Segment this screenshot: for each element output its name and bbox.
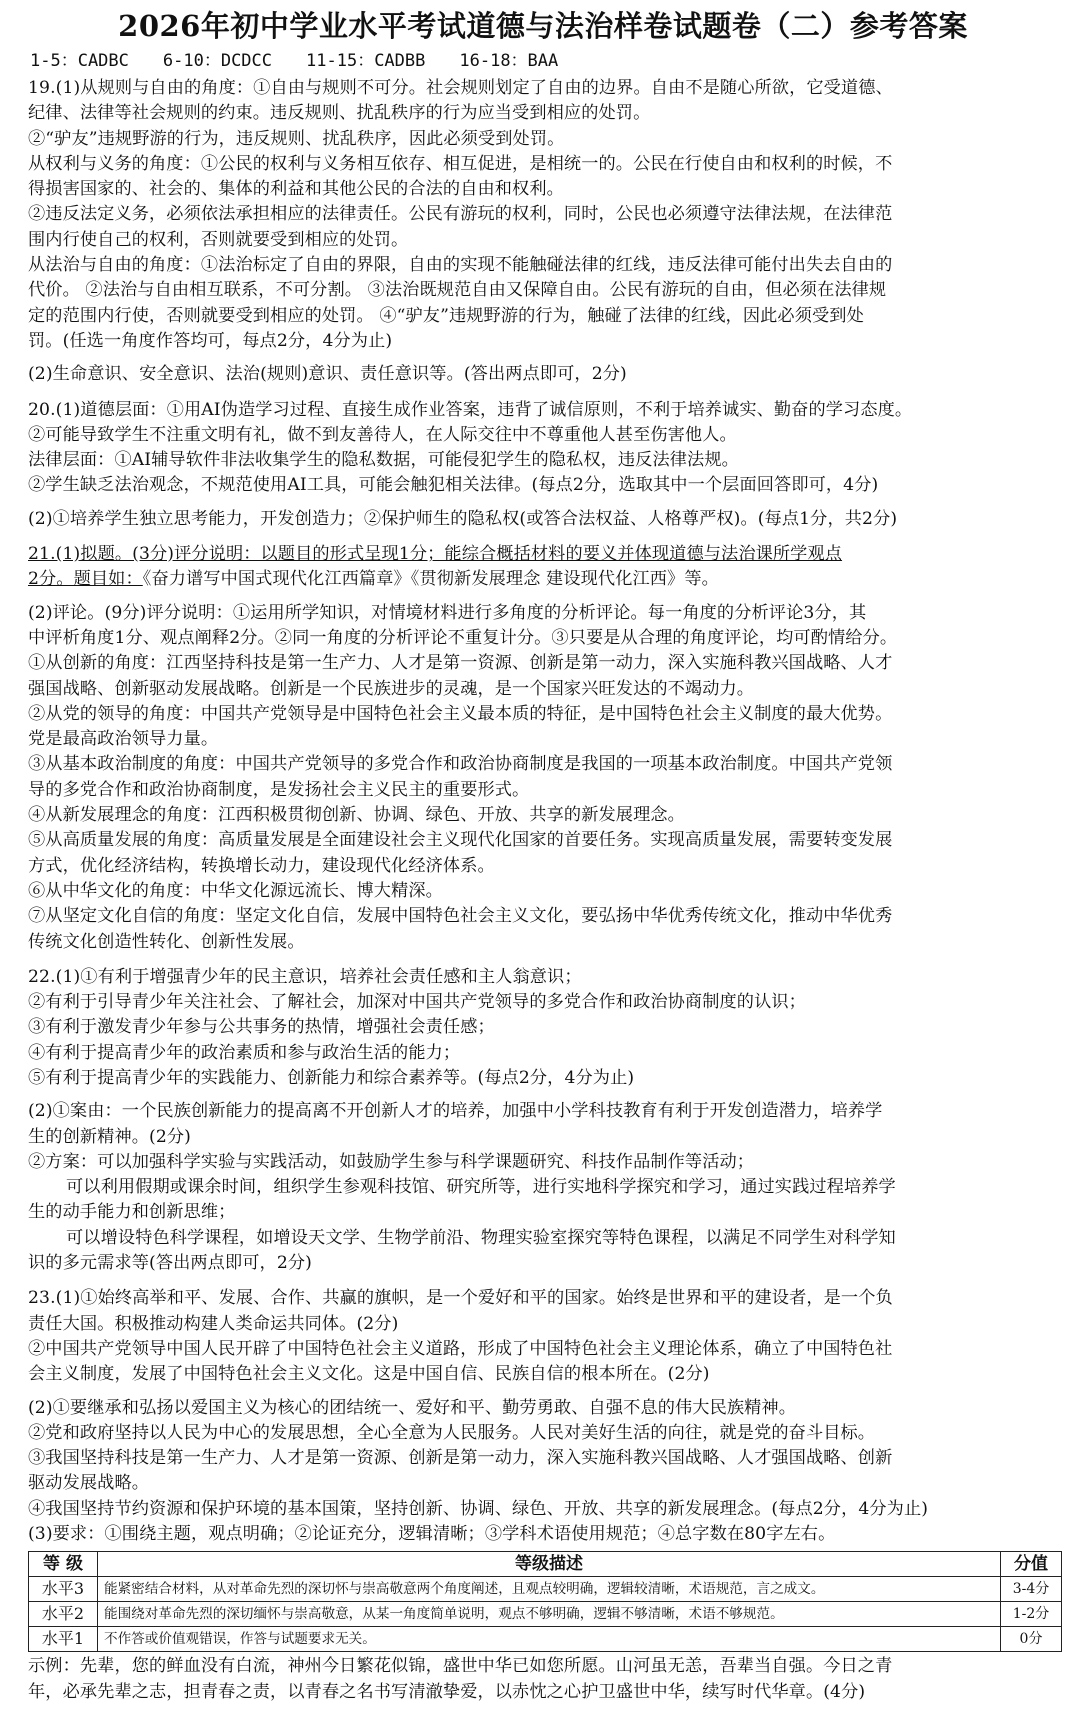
question-23-answer bbox=[28, 1286, 1058, 1547]
answer-line: 生的创新精神。(2分) bbox=[28, 1126, 191, 1147]
table-row bbox=[29, 1577, 1062, 1602]
example-title-2: 《贯彻新发展理念 建设现代化江西》 bbox=[410, 569, 685, 590]
answer-line: (2)①案由：一个民族创新能力的提高离不开创新人才的培养，加强中小学科技教育有利于开发创造潜力，培养学 bbox=[28, 1101, 883, 1122]
answer-line: 20.(1)道德层面：①用AI伪造学习过程、直接生成作业答案，违背了诚信原则，不利于培养诚实、勤奋的学习态度。 bbox=[28, 399, 913, 420]
answer-line: (2)①要继承和弘扬以爱国主义为核心的团结统一、爱好和平、勤劳勇敢、自强不息的伟大民族精神。 bbox=[28, 1397, 797, 1418]
example-title-1: 《奋力谱写中国式现代化江西篇章》 bbox=[142, 569, 411, 590]
description-cell: 能紧密结合材料，从对革命先烈的深切怀与崇高敬意两个角度阐述，且观点较明确，逻辑较清晰，术语规范，言之成文。 bbox=[98, 1577, 1001, 1602]
answer-line: 年，必承先辈之志，担青春之责，以青春之名书写清澈挚爱，以赤忱之心护卫盛世中华，续写时代华章。(4分) bbox=[28, 1681, 866, 1702]
answer-line: ③有利于激发青少年参与公共事务的热情，增强社会责任感； bbox=[28, 1017, 495, 1038]
description-cell: 不作答或价值观错误，作答与试题要求无关。 bbox=[98, 1627, 1001, 1652]
example-answer bbox=[28, 1654, 1058, 1705]
table-row bbox=[29, 1627, 1062, 1652]
answer-line: ④我国坚持节约资源和保护环境的基本国策，坚持创新、协调、绿色、开放、共享的新发展理念。(每点2分，4分为止) bbox=[28, 1498, 929, 1519]
answer-line: 围内行使自己的权利，否则就要受到相应的处罚。 bbox=[28, 229, 409, 250]
level-cell: 水平1 bbox=[29, 1627, 98, 1652]
answer-line: 从法治与自由的角度：①法治标定了自由的界限，自由的实现不能触碰法律的红线，违反法律可能付出失去自由的 bbox=[28, 255, 893, 276]
answer-line: 罚。(任选一角度作答均可，每点2分，4分为止) bbox=[28, 330, 393, 351]
answer-line: (3)要求：①围绕主题，观点明确；②论证充分，逻辑清晰；③学科术语使用规范；④总字数在80字左右。 bbox=[28, 1524, 836, 1545]
answer-line: ②违反法定义务，必须依法承担相应的法律责任。公民有游玩的权利，同时，公民也必须遵守法律法规，在法律范 bbox=[28, 204, 893, 225]
choice-answer-group: 16-18：BAA bbox=[459, 51, 559, 71]
description-cell: 能围绕对革命先烈的深切缅怀与崇高敬意，从某一角度简单说明，观点不够明确，逻辑不够清晰，术语不够规范。 bbox=[98, 1602, 1001, 1627]
answer-line: 责任大国。积极推动构建人类命运共同体。(2分) bbox=[28, 1313, 399, 1334]
answer-line: 19.(1)从规则与自由的角度：①自由与规则不可分。社会规则划定了自由的边界。自由不是随心所欲，它受道德、 bbox=[28, 78, 893, 98]
answer-line: 22.(1)①有利于增强青少年的民主意识，培养社会责任感和主人翁意识； bbox=[28, 966, 582, 987]
answer-text: 等。 bbox=[684, 569, 719, 590]
answer-line: ②方案：可以加强科学实验与实践活动，如鼓励学生参与科学课题研究、科技作品制作等活动； bbox=[28, 1151, 755, 1172]
question-22-answer bbox=[28, 965, 1058, 1277]
answer-line: ②从党的领导的角度：中国共产党领导是中国特色社会主义最本质的特征，是中国特色社会主义制度的最大优势。 bbox=[28, 703, 893, 724]
answer-line: ⑤有利于提高青少年的实践能力、创新能力和综合素养等。(每点2分，4分为止) bbox=[28, 1067, 635, 1088]
answer-line: ⑥从中华文化的角度：中华文化源远流长、博大精深。 bbox=[28, 880, 443, 901]
answer-line: 党是最高政治领导力量。 bbox=[28, 729, 219, 750]
column-header: 等级描述 bbox=[98, 1552, 1001, 1577]
answer-line: 可以增设特色科学课程，如增设天文学、生物学前沿、物理实验室探究等特色课程，以满足不同学生对科学知 bbox=[66, 1227, 896, 1248]
question-19-answer bbox=[28, 76, 1058, 388]
score-cell: 0分 bbox=[1001, 1627, 1062, 1652]
answer-line: 生的动手能力和创新思维； bbox=[28, 1202, 236, 1223]
level-cell: 水平3 bbox=[29, 1577, 98, 1602]
score-cell: 3-4分 bbox=[1001, 1577, 1062, 1602]
answer-line: (2)评论。(9分)评分说明：①运用所学知识，对情境材料进行多角度的分析评论。每一角度的分析评论3分，其 bbox=[28, 602, 867, 623]
answer-line: ②中国共产党领导中国人民开辟了中国特色社会主义道路，形成了中国特色社会主义理论体系，确立了中国特色社 bbox=[28, 1338, 893, 1359]
answer-line: ②党和政府坚持以人民为中心的发展思想，全心全意为人民服务。人民对美好生活的向往，就是党的奋斗目标。 bbox=[28, 1422, 876, 1443]
question-20-answer bbox=[28, 398, 1058, 532]
table-header-row bbox=[29, 1552, 1062, 1577]
answer-line: 导的多党合作和政治协商制度，是发扬社会主义民主的重要形式。 bbox=[28, 779, 530, 800]
answer-line: 23.(1)①始终高举和平、发展、合作、共赢的旗帜，是一个爱好和平的国家。始终是世界和平的建设者，是一个负 bbox=[28, 1288, 893, 1309]
answer-line: 法律层面：①AI辅导软件非法收集学生的隐私数据，可能侵犯学生的隐私权，违反法律法规。 bbox=[28, 450, 739, 471]
answer-line: ②有利于引导青少年关注社会、了解社会，加深对中国共产党领导的多党合作和政治协商制度的认识； bbox=[28, 992, 806, 1013]
level-cell: 水平2 bbox=[29, 1602, 98, 1627]
answer-line: ③我国坚持科技是第一生产力、人才是第一资源、创新是第一动力，深入实施科教兴国战略、人才强国战略、创新 bbox=[28, 1448, 893, 1469]
answer-line: ④有利于提高青少年的政治素质和参与政治生活的能力； bbox=[28, 1042, 461, 1063]
answer-line bbox=[28, 567, 1058, 592]
score-cell: 1-2分 bbox=[1001, 1602, 1062, 1627]
answer-line: 示例：先辈，您的鲜血没有白流，神州今日繁花似锦，盛世中华已如您所愿。山河虽无恙，吾辈当自强。今日之青 bbox=[28, 1656, 893, 1677]
grading-rubric-table bbox=[28, 1551, 1062, 1652]
choice-answer-group: 11-15：CADBB bbox=[306, 51, 426, 71]
answer-line: ②“驴友”违规野游的行为，违反规则、扰乱秩序，因此必须受到处罚。 bbox=[28, 128, 565, 149]
answer-line: 驱动发展战略。 bbox=[28, 1473, 150, 1494]
answer-line: 从权利与义务的角度：①公民的权利与义务相互依存、相互促进，是相统一的。公民在行使自由和权利的时候，不 bbox=[28, 153, 893, 174]
answer-line: ④从新发展理念的角度：江西积极贯彻创新、协调、绿色、开放、共享的新发展理念。 bbox=[28, 805, 685, 826]
page-title: 2026年初中学业水平考试道德与法治样卷试题卷（二）参考答案 bbox=[118, 9, 968, 43]
answer-line: 可以利用假期或课余时间，组织学生参观科技馆、研究所等，进行实地科学探究和学习，通过实践过程培养学 bbox=[66, 1177, 896, 1198]
answer-line: ②可能导致学生不注重文明有礼，做不到友善待人，在人际交往中不尊重他人甚至伤害他人。 bbox=[28, 424, 737, 445]
answer-line: (2)①培养学生独立思考能力，开发创造力；②保护师生的隐私权(或答合法权益、人格尊严权)。(每点1分，共2分) bbox=[28, 508, 898, 529]
answer-line: 得损害国家的、社会的、集体的利益和其他公民的合法的自由和权利。 bbox=[28, 179, 564, 200]
answer-line: 21.(1)拟题。(3分)评分说明：以题目的形式呈现1分；能综合概括材料的要义并体现道德与法治课所学观点 bbox=[28, 544, 843, 565]
answer-line: 代价。 ②法治与自由相互联系，不可分割。 ③法治既规范自由又保障自由。公民有游玩的自由，但必须在法律规 bbox=[28, 280, 887, 301]
answer-line: 传统文化创造性转化、创新性发展。 bbox=[28, 931, 305, 952]
answer-line: 方式，优化经济结构，转换增长动力，建设现代化经济体系。 bbox=[28, 855, 495, 876]
answer-line: 强国战略、创新驱动发展战略。创新是一个民族进步的灵魂，是一个国家兴旺发达的不竭动力。 bbox=[28, 678, 755, 699]
answer-line: ⑦从坚定文化自信的角度：坚定文化自信，发展中国特色社会主义文化，要弘扬中华优秀传统文化，推动中华优秀 bbox=[28, 906, 893, 927]
choice-answer-group: 6-10：DCDCC bbox=[162, 51, 273, 71]
table-row bbox=[29, 1602, 1062, 1627]
answer-line: 中评析角度1分、观点阐释2分。②同一角度的分析评论不重复计分。③只要是从合理的角度评论，均可酌情给分。 bbox=[28, 627, 898, 648]
answer-line: ③从基本政治制度的角度：中国共产党领导的多党合作和政治协商制度是我国的一项基本政治制度。中国共产党领 bbox=[28, 754, 893, 775]
answer-line: 纪律、法律等社会规则的约束。违反规则、扰乱秩序的行为应当受到相应的处罚。 bbox=[28, 103, 651, 124]
answer-line: 会主义制度，发展了中国特色社会主义文化。这是中国自信、民族自信的根本所在。(2分) bbox=[28, 1364, 710, 1385]
question-21-answer bbox=[28, 542, 1058, 955]
answer-line: ①从创新的角度：江西坚持科技是第一生产力、人才是第一资源、创新是第一动力，深入实施科教兴国战略、人才 bbox=[28, 653, 893, 674]
column-header: 分值 bbox=[1001, 1552, 1062, 1577]
choice-answers bbox=[30, 48, 1058, 74]
scoring-note: 2分。题目如： bbox=[28, 569, 143, 590]
answer-line: ⑤从高质量发展的角度：高质量发展是全面建设社会主义现代化国家的首要任务。实现高质量发展，需要转变发展 bbox=[28, 830, 893, 851]
column-header: 等 级 bbox=[29, 1552, 98, 1577]
answer-line: (2)生命意识、安全意识、法治(规则)意识、责任意识等。(答出两点即可，2分) bbox=[28, 364, 627, 385]
answer-line: 定的范围内行使，否则就要受到相应的处罚。 ④“驴友”违规野游的行为，触碰了法律的红线，因此必须受到处 bbox=[28, 305, 864, 326]
choice-answer-group: 1-5：CADBC bbox=[30, 51, 129, 71]
answer-line: ②学生缺乏法治观念，不规范使用AI工具，可能会触犯相关法律。(每点2分，选取其中一个层面回答即可，4分) bbox=[28, 475, 879, 496]
answer-line: 识的多元需求等(答出两点即可，2分) bbox=[28, 1253, 312, 1274]
